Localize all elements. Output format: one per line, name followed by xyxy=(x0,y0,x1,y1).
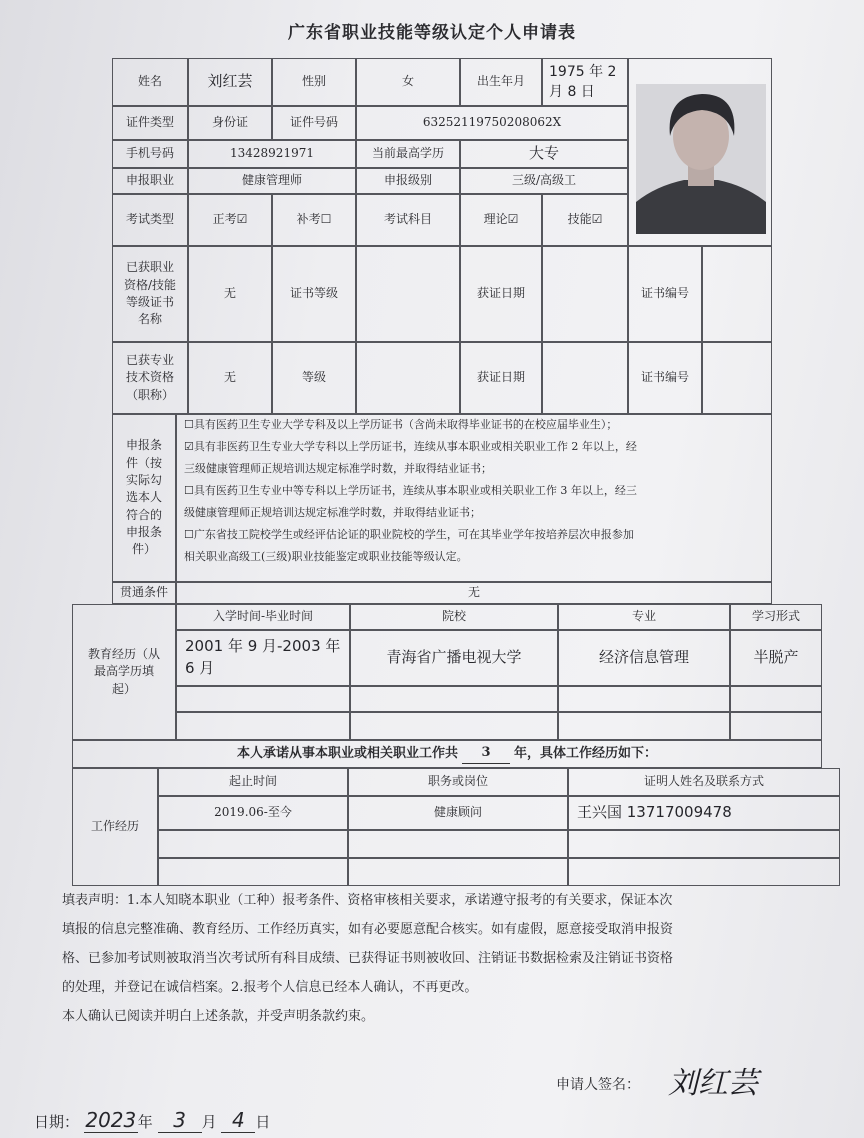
exam-type-label: 考试类型 xyxy=(112,194,188,246)
condition-line: 级健康管理师正规培训达规定标准学时数，并取得结业证书； xyxy=(184,506,481,519)
qual-cert-no-value xyxy=(702,246,772,342)
signature-label: 申请人签名： xyxy=(556,1077,640,1093)
id-type-value: 身份证 xyxy=(188,106,272,140)
work-intro xyxy=(72,740,822,768)
exam-makeup[interactable] xyxy=(272,194,356,246)
exam-regular-label: 正考 xyxy=(212,212,237,227)
tech-level-label: 等级 xyxy=(272,342,356,414)
work-row-time: 2019.06-至今 xyxy=(158,796,348,830)
qual-value: 无 xyxy=(188,246,272,342)
pass-label: 贯通条件 xyxy=(112,582,176,604)
edu-empty-cell xyxy=(730,712,822,740)
work-empty-cell xyxy=(568,830,840,858)
work-header-reference: 证明人姓名及联系方式 xyxy=(568,768,840,796)
name-label: 姓名 xyxy=(112,58,188,106)
edu-header-school: 院校 xyxy=(350,604,558,630)
level-value: 三级/高级工 xyxy=(460,168,628,194)
work-row-position: 健康顾问 xyxy=(348,796,568,830)
date-day: 4 xyxy=(221,1108,255,1133)
date-day-unit: 日 xyxy=(255,1113,271,1131)
date-label: 日期： xyxy=(34,1113,80,1131)
subject-skill-checkbox[interactable]: ☑ xyxy=(591,212,603,227)
work-empty-cell xyxy=(158,858,348,886)
declaration-line: 填表声明：1.本人知晓本职业（工种）报考条件、资格审核相关要求，承诺遵守报考的有关要求，保证本次 xyxy=(62,893,673,908)
qual-date-value xyxy=(542,246,628,342)
condition-line[interactable]: ☑具有非医药卫生专业大学专科以上学历证书，连续从事本职业或相关职业工作 2 年以上，经 xyxy=(184,440,637,453)
edu-empty-cell xyxy=(176,712,350,740)
subject-skill-label: 技能 xyxy=(567,212,592,227)
edu-row-school: 青海省广播电视大学 xyxy=(350,630,558,686)
work-years: 3 xyxy=(462,744,510,764)
date-year-unit: 年 xyxy=(137,1113,153,1131)
applicant-photo xyxy=(636,84,766,234)
edu-empty-cell xyxy=(558,686,730,712)
conditions-label: 申报条件（按实际勾选本人符合的申报条件） xyxy=(112,414,176,582)
conditions-list xyxy=(184,414,772,568)
occupation-label: 申报职业 xyxy=(112,168,188,194)
work-empty-cell xyxy=(348,858,568,886)
edu-empty-cell xyxy=(730,686,822,712)
declaration xyxy=(62,886,842,1031)
edu-row-major: 经济信息管理 xyxy=(558,630,730,686)
date-month: 3 xyxy=(158,1108,202,1133)
date-month-unit: 月 xyxy=(201,1113,217,1131)
tech-level-value xyxy=(356,342,460,414)
gender-value: 女 xyxy=(356,58,460,106)
condition-line: 三级健康管理师正规培训达规定标准学时数，并取得结业证书； xyxy=(184,462,492,475)
occupation-value: 健康管理师 xyxy=(188,168,356,194)
qual-cert-level-value xyxy=(356,246,460,342)
tech-value: 无 xyxy=(188,342,272,414)
declaration-line: 的处理，并登记在诚信档案。2.报考个人信息已经本人确认，不再更改。 xyxy=(62,980,478,995)
exam-makeup-checkbox[interactable]: ☐ xyxy=(320,212,332,227)
qual-cert-no-label: 证书编号 xyxy=(628,246,702,342)
exam-makeup-label: 补考 xyxy=(296,212,321,227)
declaration-line: 填报的信息完整准确、教育经历、工作经历真实，如有必要愿意配合核实。如有虚假，愿意接受取消申报资 xyxy=(62,922,674,937)
subject-theory-label: 理论 xyxy=(483,212,508,227)
tech-date-label: 获证日期 xyxy=(460,342,542,414)
edu-header-time: 入学时间-毕业时间 xyxy=(176,604,350,630)
edu-empty-cell xyxy=(350,686,558,712)
form-title: 广东省职业技能等级认定个人申请表 xyxy=(288,23,576,43)
condition-line[interactable]: ☐广东省技工院校学生或经评估论证的职业院校的学生，可在其毕业学年按培养层次申报参加 xyxy=(184,528,634,541)
id-type-label: 证件类型 xyxy=(112,106,188,140)
date-year: 2023 xyxy=(85,1108,137,1132)
edu-empty-cell xyxy=(558,712,730,740)
edu-empty-cell xyxy=(350,712,558,740)
name-value: 刘红芸 xyxy=(188,58,272,106)
tech-label: 已获专业技术资格（职称） xyxy=(112,342,188,414)
edu-value: 大专 xyxy=(460,140,628,168)
qual-label: 已获职业资格/技能等级证书名称 xyxy=(112,246,188,342)
declaration-line: 本人确认已阅读并明白上述条款，并受声明条款约束。 xyxy=(62,1009,375,1024)
date-line xyxy=(34,1108,270,1133)
subject-skill[interactable] xyxy=(542,194,628,246)
work-empty-cell xyxy=(568,858,840,886)
edu-label: 当前最高学历 xyxy=(356,140,460,168)
exam-regular[interactable] xyxy=(188,194,272,246)
work-intro-end: 年，具体工作经历如下： xyxy=(514,745,658,761)
qual-date-label: 获证日期 xyxy=(460,246,542,342)
tech-cert-no-value xyxy=(702,342,772,414)
pass-value: 无 xyxy=(176,582,772,604)
work-row-reference: 王兴国 13717009478 xyxy=(568,796,840,830)
subject-theory-checkbox[interactable]: ☑ xyxy=(507,212,519,227)
subject-theory[interactable] xyxy=(460,194,542,246)
signature-value: 刘红芸 xyxy=(668,1066,758,1101)
birth-label: 出生年月 xyxy=(460,58,542,106)
subject-label: 考试科目 xyxy=(356,194,460,246)
edu-header-mode: 学习形式 xyxy=(730,604,822,630)
exam-regular-checkbox[interactable]: ☑ xyxy=(236,212,248,227)
phone-label: 手机号码 xyxy=(112,140,188,168)
work-intro-text: 本人承诺从事本职业或相关职业工作共 xyxy=(236,745,458,761)
id-no-value: 63252119750208062X xyxy=(356,106,628,140)
level-label: 申报级别 xyxy=(356,168,460,194)
condition-line[interactable]: ☐具有医药卫生专业中等专科以上学历证书，连续从事本职业或相关职业工作 3 年以上，经三 xyxy=(184,484,637,497)
phone-value: 13428921971 xyxy=(188,140,356,168)
qual-cert-level-label: 证书等级 xyxy=(272,246,356,342)
work-label: 工作经历 xyxy=(72,768,158,886)
work-empty-cell xyxy=(158,830,348,858)
edu-row-time: 2001 年 9 月-2003 年 6 月 xyxy=(176,630,350,686)
work-header-position: 职务或岗位 xyxy=(348,768,568,796)
tech-date-value xyxy=(542,342,628,414)
condition-line[interactable]: ☐具有医药卫生专业大学专科及以上学历证书（含尚未取得毕业证书的在校应届毕业生）； xyxy=(184,418,618,431)
education-label: 教育经历（从最高学历填起） xyxy=(72,604,176,740)
birth-value: 1975 年 2 月 8 日 xyxy=(542,58,628,106)
work-empty-cell xyxy=(348,830,568,858)
edu-row-mode: 半脱产 xyxy=(730,630,822,686)
work-header-time: 起止时间 xyxy=(158,768,348,796)
gender-label: 性别 xyxy=(272,58,356,106)
tech-cert-no-label: 证书编号 xyxy=(628,342,702,414)
edu-empty-cell xyxy=(176,686,350,712)
declaration-line: 格、已参加考试则被取消当次考试所有科目成绩、已获得证书则被收回、注销证书数据检索及注销证书资格 xyxy=(62,951,674,966)
edu-header-major: 专业 xyxy=(558,604,730,630)
condition-line: 相关职业高级工(三级)职业技能鉴定或职业技能等级认定。 xyxy=(184,550,468,563)
id-no-label: 证件号码 xyxy=(272,106,356,140)
